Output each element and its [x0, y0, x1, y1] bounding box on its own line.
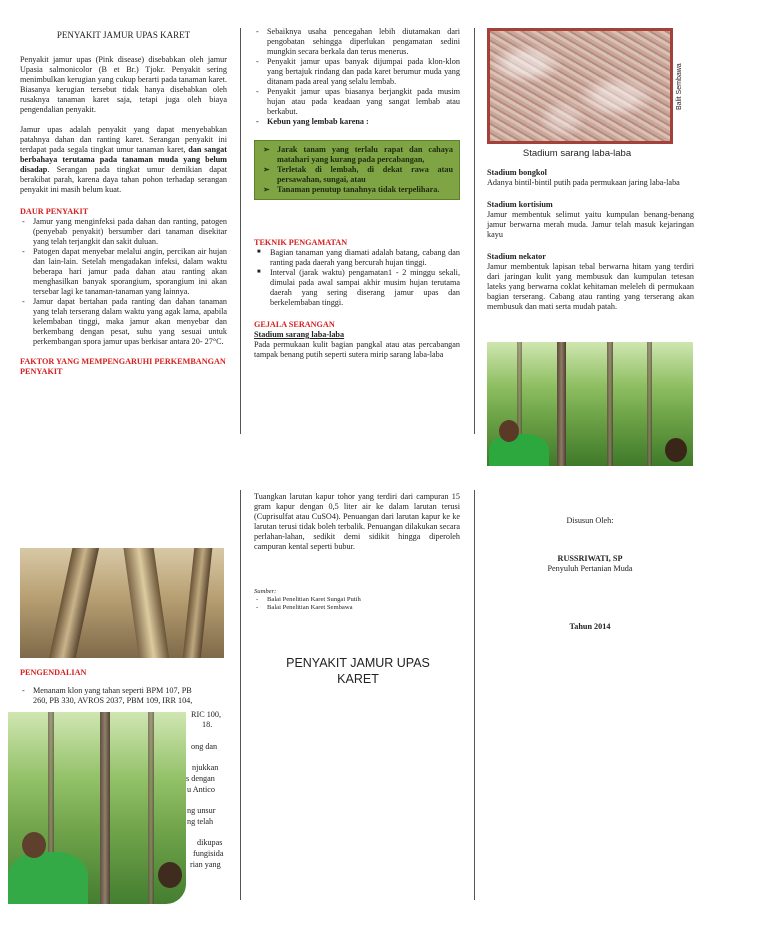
bongkol-text: Adanya bintil-bintil putih pada permukaan jaring laba-laba	[487, 178, 680, 187]
kortisium-text: Jamur membentuk selimut yaitu kumpulan benang-benang jamur berwarna merah muda. Jamur telah masuk kejaringan kayu	[487, 210, 694, 239]
factor-item: - Kebun yang lembab karena :	[254, 117, 460, 127]
tree-trunk	[647, 342, 652, 466]
stadium-text: Pada permukaan kulit bagian pangkal atau atas percabangan tampak benang putih seperti sutera mirip sarang laba-laba	[254, 340, 460, 359]
humid-cause-item: ➢ Tanaman penutup tanahnya tidak terpelihara.	[259, 185, 453, 195]
factor-list	[254, 27, 460, 127]
daur-item: - Jamur yang menginfeksi pada dahan dan ranting, patogen (penyebab penyakit) bersumber dari tanaman disekitar yang telah terjangkit dan sakit duluan.	[20, 217, 227, 247]
pengendalian-fragment: u Antico	[187, 785, 215, 794]
cover-title: PENYAKIT JAMUR UPAS KARET	[286, 656, 430, 687]
divider-bottom-left	[240, 490, 241, 900]
teknik-item: ■ Interval (jarak waktu) pengamatan1 - 2 minggu sekali, dimulai pada awal sampai akhir musim hujan terutama daerah yang sering diserang jamur upas dan berkelembaban tinggi.	[254, 268, 460, 308]
pengendalian-heading: PENGENDALIAN	[20, 668, 87, 677]
farmer-head	[499, 420, 519, 442]
intro-paragraph: Penyakit jamur upas (Pink disease) disebabkan oleh jamur Upasia salmonicolor (B et Br.) Tjokr. Penyakit sering menimbulkan kerugian yang cukup berarti pada tanaman karet. Biasanya kerugian tersebut tidak hanya disebabkan oleh rusaknya tanaman karet saja, tetapi juga oleh biaya pengendalian penyakit.	[20, 54, 227, 114]
teknik-item: ■ Bagian tanaman yang diamati adalah batang, cabang dan ranting pada daerah yang bercurah hujan tinggi.	[254, 248, 460, 268]
photo-credit: Balit Sembawa	[676, 63, 683, 110]
tree-trunk	[607, 342, 613, 466]
author-role: Penyuluh Pertanian Muda	[547, 564, 633, 573]
pengendalian-fragment: s dengan	[186, 774, 215, 783]
pengendalian-fragment: ong dan	[191, 742, 218, 751]
recipe-text: Tuangkan larutan kapur tohor yang terdiri dari campuran 15 gram kapur dengan 0,5 liter air ke dalam larutan terusi (Cuprisulfat atau CuSO4). Penuangan dari larutan kapur ke ke larutan terusi tidak boleh terbalik. Penuangan dilakukan secara perlahan-lahan, sedikit demi sidikit hingga diperoleh campuran kental seperti bubur.	[254, 492, 460, 551]
author-name: RUSSRIWATI, SP	[557, 554, 623, 563]
sources-block	[254, 588, 460, 612]
kortisium-heading: Stadium kortisium	[487, 200, 553, 209]
factor-item: - Penyakit jamur upas banyak dijumpai pada klon-klon yang bertajuk rindang dan pada karet berumur muda yang ditanam pada areal yang selalu lembab.	[254, 57, 460, 87]
daur-item: - Patogen dapat menyebar melalui angin, percikan air hujan dan lain-lain. Setelah mengadakan infeksi, dalam waktu beberapa hari jamur pada dahan atau ranting akan menghasilkan banyak sporangium, sporangium ini akan tersebar lagi ke tanaman-tanaman yang lainnya.	[20, 247, 227, 297]
panel-observation	[254, 238, 460, 360]
daur-list	[20, 217, 227, 347]
pengendalian-fragment: rian yang	[190, 860, 221, 869]
photo-caption: Stadium sarang laba-laba	[522, 148, 632, 159]
panel-intro	[20, 30, 227, 377]
pengendalian-fragment: RIC 100,	[191, 710, 222, 719]
divider-bottom-right	[474, 490, 475, 900]
humid-causes-list	[259, 145, 453, 195]
pengendalian-fragment: njukkan	[192, 763, 219, 772]
spider-web-stage-photo	[487, 28, 673, 144]
teknik-list	[254, 248, 460, 308]
divider-top-left	[240, 28, 241, 434]
pengendalian-fragment: 18.	[202, 720, 213, 729]
pengendalian-fragment: ng telah	[187, 817, 214, 826]
sumber-item: - Balai Penelitian Karet Sembawa	[254, 604, 460, 612]
factor-item: - Penyakit jamur upas biasanya berjangkit pada musim hujan atau pada keadaan yang sangat lembab atau berkabut.	[254, 87, 460, 117]
second-person-head	[665, 438, 687, 462]
gejala-heading: GEJALA SERANGAN	[254, 320, 335, 329]
humid-cause-item: ➢ Jarak tanam yang terlalu rapat dan cahaya matahari yang kurang pada percabangan,	[259, 145, 453, 165]
divider-top-right	[474, 28, 475, 434]
humid-causes-box	[254, 140, 460, 200]
faktor-heading: FAKTOR YANG MEMPENGARUHI PERKEMBANGAN PENYAKIT	[20, 356, 226, 376]
farmer-head	[22, 832, 46, 858]
panel-title: PENYAKIT JAMUR UPAS KARET	[56, 30, 191, 40]
year-label: Tahun 2014	[569, 622, 611, 631]
nekator-heading: Stadium nekator	[487, 252, 546, 261]
nekator-text: Jamur membentuk lapisan tebal berwarna hitam yang terdiri dari jaringan kulit yang membusuk dan kumpulan tetesan lateks yang berwarna coklat kehitaman meleleh di permukaan bagian terserang. Cabang atau ranting yang terserang akan membusuk dan mati serta mudah patah.	[487, 262, 694, 311]
author-block	[487, 516, 693, 632]
bongkol-heading: Stadium bongkol	[487, 168, 547, 177]
factor-item: - Sebaiknya usaha pencegahan lebih diutamakan dari pengobatan sehingga diperlukan pengamatan sedini mungkin secara berkala dan terus menerus.	[254, 27, 460, 57]
teknik-heading: TEKNIK PENGAMATAN	[254, 238, 348, 247]
panel-factors	[254, 27, 460, 127]
disusun-label: Disusun Oleh:	[566, 516, 614, 525]
humid-cause-item: ➢ Terletak di lembah, di dekat rawa atau persawahan, sungai, atau	[259, 165, 453, 185]
pengendalian-fragment: dikupas	[197, 838, 223, 847]
farmer-figure	[8, 852, 88, 904]
plantation-overlay-photo	[8, 712, 186, 904]
description-part-2: . Serangan pada tingkat umur demikian dapat berakibat parah, karena daya tahan pohon terhadap serangan penyakit ini masih belum kuat.	[20, 164, 227, 194]
second-person-head	[158, 862, 182, 888]
pengendalian-line: 260, PB 330, AVROS 2037, PBM 109, IRR 104,	[33, 696, 193, 705]
farmer-figure	[489, 434, 549, 466]
daur-item: - Jamur dapat bertahan pada ranting dan dahan tanaman yang telah terserang dalam waktu yang agak lama, apabila kelembaban tinggi, maka jamur akan menyebar dan berkembang dengan pesat, suhu yang sesuai untuk perkembangan spora jamur upas berkisar antara 20- 27°C.	[20, 297, 227, 347]
sumber-list	[254, 596, 460, 612]
tree-trunk	[148, 712, 154, 904]
pengendalian-fragment: fungisida	[193, 849, 224, 858]
description-part-1: Jamur upas adalah penyakit yang dapat menyebabkan patahnya dahan dan ranting karet. Serangan penyakit ini terdapat pada segala tingkat umur tanaman karet,	[20, 124, 227, 154]
pengendalian-line: - Menanam klon yang tahan seperti BPM 107, PB	[22, 686, 192, 695]
pengendalian-fragment: ng unsur	[187, 806, 216, 815]
infected-branch-photo	[20, 548, 224, 658]
description-paragraph	[20, 125, 227, 195]
description-emphasis: dan sangat berbahaya terutama pada tanaman muda yang belum disadap	[20, 144, 227, 174]
sumber-label: Sumber:	[254, 588, 277, 595]
panel-stages	[487, 168, 694, 312]
branch	[46, 548, 101, 658]
branch	[181, 548, 214, 658]
stadium-heading: Stadium sarang laba-laba	[254, 330, 345, 339]
branch	[122, 548, 171, 658]
pengendalian-text-block	[20, 686, 227, 706]
sumber-item: - Balai Penelitian Karet Sungai Putih	[254, 596, 460, 604]
tree-trunk	[100, 712, 110, 904]
tree-trunk	[557, 342, 566, 466]
daur-heading: DAUR PENYAKIT	[20, 206, 89, 216]
rubber-plantation-photo	[487, 342, 693, 466]
